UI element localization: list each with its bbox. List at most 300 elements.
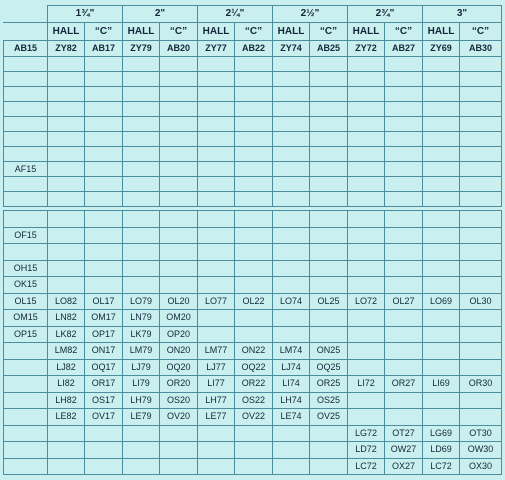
code-cell [48,72,85,87]
code-cell [385,117,423,132]
code-cell: LM79 [123,343,160,360]
code-cell: OR20 [160,376,198,393]
code-cell [460,227,502,244]
code-cell [310,310,348,327]
row-code-cell [4,392,48,409]
code-cell [123,72,160,87]
row-code-cell [4,458,48,475]
code-cell [423,392,460,409]
code-cell [198,244,235,261]
code-cell [423,277,460,294]
row-code-cell [4,425,48,442]
code-cell [273,147,310,162]
row-code-cell: OL15 [4,293,48,310]
code-cell [235,244,273,261]
code-cell [85,87,123,102]
code-cell [423,147,460,162]
code-cell [198,147,235,162]
code-header-cell: AB30 [460,41,502,57]
code-cell: OV22 [235,409,273,426]
code-cell [48,277,85,294]
code-cell [423,227,460,244]
row-code-cell [4,376,48,393]
code-cell [85,102,123,117]
code-header-cell: AB20 [160,41,198,57]
code-header-cell: ZY72 [348,41,385,57]
code-cell: LJ79 [123,359,160,376]
code-cell [310,132,348,147]
code-cell [123,162,160,177]
code-header-cell: AB22 [235,41,273,57]
corner-cell [4,6,48,23]
table-row [4,72,502,87]
code-cell [423,359,460,376]
code-cell [348,57,385,72]
table-row [4,147,502,162]
code-cell: OL20 [160,293,198,310]
code-cell [198,458,235,475]
code-cell [198,227,235,244]
code-cell [460,310,502,327]
table-row [4,409,502,426]
top-code-table [3,5,502,207]
size-header-cell: 2¾" [348,6,423,23]
code-cell [198,132,235,147]
code-cell [198,162,235,177]
table-row [4,132,502,147]
code-cell: LD72 [348,442,385,459]
row-code-cell: OF15 [4,227,48,244]
code-cell [273,72,310,87]
code-cell [385,392,423,409]
row-code-cell: OK15 [4,277,48,294]
code-cell [160,192,198,207]
code-cell [48,442,85,459]
code-cell: LO79 [123,293,160,310]
code-cell [348,392,385,409]
table-row [4,392,502,409]
code-cell [235,117,273,132]
code-cell [198,326,235,343]
code-cell [423,192,460,207]
code-cell [385,277,423,294]
code-cell: LH82 [48,392,85,409]
code-cell [48,57,85,72]
code-cell [85,277,123,294]
table-row [4,87,502,102]
type-header-cell: “C” [460,23,502,41]
code-cell [385,326,423,343]
code-cell [310,177,348,192]
code-cell [160,57,198,72]
code-cell: OS20 [160,392,198,409]
code-cell [273,326,310,343]
code-cell: OQ25 [310,359,348,376]
code-cell [235,211,273,228]
type-header-cell: HALL [48,23,85,41]
code-cell [460,117,502,132]
code-cell [160,87,198,102]
code-cell [85,227,123,244]
code-cell: LO82 [48,293,85,310]
code-cell: OQ17 [85,359,123,376]
code-cell [198,425,235,442]
code-header-cell: ZY79 [123,41,160,57]
code-cell [48,227,85,244]
code-cell [123,458,160,475]
bottom-code-table [3,210,502,475]
code-cell [310,458,348,475]
code-cell [85,192,123,207]
type-header-cell: “C” [160,23,198,41]
code-cell [423,343,460,360]
table-row [4,343,502,360]
code-cell: LM82 [48,343,85,360]
code-cell [123,57,160,72]
code-cell: OQ20 [160,359,198,376]
code-cell [198,192,235,207]
code-cell: LO72 [348,293,385,310]
code-cell [423,211,460,228]
code-cell: LC72 [423,458,460,475]
code-cell [460,244,502,261]
type-header-cell: HALL [423,23,460,41]
row-code-cell [4,117,48,132]
code-cell [310,162,348,177]
code-cell: LH74 [273,392,310,409]
code-cell [123,102,160,117]
code-cell [273,442,310,459]
code-cell [385,359,423,376]
code-cell [235,227,273,244]
code-cell [48,458,85,475]
code-cell [310,425,348,442]
code-cell [123,117,160,132]
code-cell [160,227,198,244]
code-cell [198,57,235,72]
code-cell [348,244,385,261]
code-cell [385,192,423,207]
code-cell: OP20 [160,326,198,343]
code-cell [235,310,273,327]
code-cell: OL17 [85,293,123,310]
code-cell: OL22 [235,293,273,310]
code-cell [273,117,310,132]
code-cell [423,102,460,117]
table-row [4,326,502,343]
table-row [4,192,502,207]
code-cell: OQ22 [235,359,273,376]
code-cell: LN79 [123,310,160,327]
code-cell [385,409,423,426]
table-row [4,442,502,459]
code-cell: OV25 [310,409,348,426]
code-cell [273,425,310,442]
type-header-cell: HALL [123,23,160,41]
code-cell [235,147,273,162]
code-cell [423,310,460,327]
code-cell [310,102,348,117]
code-cell [198,72,235,87]
code-header-cell: AB17 [85,41,123,57]
code-cell [460,260,502,277]
code-cell [85,147,123,162]
code-cell [310,147,348,162]
code-cell: OR25 [310,376,348,393]
type-header-cell: “C” [235,23,273,41]
code-cell [460,147,502,162]
code-cell [160,102,198,117]
code-cell [235,132,273,147]
code-cell [423,244,460,261]
code-cell [198,277,235,294]
code-cell [348,87,385,102]
code-cell: LI82 [48,376,85,393]
code-cell [235,102,273,117]
code-cell [273,277,310,294]
code-cell: ON25 [310,343,348,360]
code-cell [160,72,198,87]
code-cell [160,147,198,162]
code-cell [348,162,385,177]
code-cell [310,72,348,87]
code-cell [85,117,123,132]
code-cell: LK82 [48,326,85,343]
code-cell [385,244,423,261]
type-header-cell: “C” [310,23,348,41]
code-cell [123,177,160,192]
code-cell [310,192,348,207]
code-header-cell: AB27 [385,41,423,57]
code-cell: ON17 [85,343,123,360]
code-cell [85,162,123,177]
code-cell [85,132,123,147]
code-cell [423,177,460,192]
code-cell: LM74 [273,343,310,360]
code-cell: OM20 [160,310,198,327]
code-cell [123,227,160,244]
row-code-cell [4,102,48,117]
code-cell [348,260,385,277]
table-row [4,293,502,310]
code-cell: OL27 [385,293,423,310]
code-cell [160,117,198,132]
code-cell [273,102,310,117]
row-code-cell [4,57,48,72]
code-cell [48,102,85,117]
code-cell [460,326,502,343]
row-code-cell [4,442,48,459]
code-header-cell: ZY82 [48,41,85,57]
code-cell [235,260,273,277]
code-cell [423,57,460,72]
size-header-cell: 3" [423,6,502,23]
table-row [4,162,502,177]
code-cell [310,117,348,132]
size-header-cell: 2¼" [198,6,273,23]
code-cell [385,177,423,192]
code-cell [160,244,198,261]
code-cell: OT30 [460,425,502,442]
code-cell [348,177,385,192]
code-cell: ON22 [235,343,273,360]
code-cell [235,277,273,294]
row-code-cell [4,72,48,87]
code-cell [385,162,423,177]
code-cell [160,277,198,294]
code-cell [198,117,235,132]
table-row [4,227,502,244]
code-cell [85,211,123,228]
code-cell: OV20 [160,409,198,426]
row-code-cell [4,87,48,102]
code-cell [198,310,235,327]
code-cell [310,227,348,244]
code-cell [460,359,502,376]
table-row [4,376,502,393]
code-cell [48,211,85,228]
code-header-cell: ZY77 [198,41,235,57]
code-cell [460,409,502,426]
code-cell: LE79 [123,409,160,426]
code-cell: OS22 [235,392,273,409]
code-cell [198,177,235,192]
code-cell: LI77 [198,376,235,393]
code-cell [235,326,273,343]
code-cell [348,192,385,207]
code-cell [273,310,310,327]
code-cell [385,132,423,147]
size-header-cell: 1¾" [48,6,123,23]
code-cell: LE74 [273,409,310,426]
type-header-cell: “C” [385,23,423,41]
code-cell [48,177,85,192]
code-cell [460,87,502,102]
code-cell [310,211,348,228]
row-code-cell [4,132,48,147]
code-cell [160,211,198,228]
code-cell [460,211,502,228]
row-code-cell [4,343,48,360]
code-cell: LG72 [348,425,385,442]
code-cell [85,442,123,459]
code-cell [310,244,348,261]
table-row [4,117,502,132]
code-cell: LD69 [423,442,460,459]
code-cell: OS25 [310,392,348,409]
type-header-cell: HALL [273,23,310,41]
row-code-cell [4,244,48,261]
code-cell [235,87,273,102]
row-code-cell [4,211,48,228]
code-cell [385,343,423,360]
code-cell [273,260,310,277]
code-cell [235,192,273,207]
code-cell [198,260,235,277]
code-cell [348,326,385,343]
code-cell: OT27 [385,425,423,442]
code-cell: LI79 [123,376,160,393]
code-cell [198,87,235,102]
code-cell [385,147,423,162]
code-cell [423,260,460,277]
code-cell [273,458,310,475]
code-cell [235,425,273,442]
code-cell [348,102,385,117]
code-cell: ON20 [160,343,198,360]
code-cell [348,277,385,294]
code-cell [385,57,423,72]
table-row [4,425,502,442]
code-cell [123,211,160,228]
code-cell [123,147,160,162]
code-cell [348,72,385,87]
code-cell [460,277,502,294]
code-cell: OX30 [460,458,502,475]
code-cell [273,244,310,261]
code-cell [123,132,160,147]
code-cell [423,162,460,177]
code-cell: OM17 [85,310,123,327]
code-cell [48,117,85,132]
code-cell: LG69 [423,425,460,442]
code-cell [48,87,85,102]
table-row [4,260,502,277]
code-cell [460,177,502,192]
code-cell: LJ77 [198,359,235,376]
code-cell [85,57,123,72]
code-cell [385,102,423,117]
code-cell [235,442,273,459]
code-cell [385,87,423,102]
code-cell [385,260,423,277]
code-cell [273,211,310,228]
code-cell: LK79 [123,326,160,343]
code-cell: OL25 [310,293,348,310]
row-code-cell: OM15 [4,310,48,327]
table-row [4,277,502,294]
code-cell [385,227,423,244]
code-cell: OR17 [85,376,123,393]
code-header-cell: AB25 [310,41,348,57]
row-code-cell [4,409,48,426]
code-cell [160,260,198,277]
row-code-cell [4,359,48,376]
code-cell [310,277,348,294]
code-cell [48,162,85,177]
code-cell [235,177,273,192]
code-cell [85,177,123,192]
table-row [4,244,502,261]
code-cell [85,458,123,475]
code-cell [460,343,502,360]
code-cell: LI69 [423,376,460,393]
code-header-cell: ZY69 [423,41,460,57]
code-cell [235,458,273,475]
code-header-cell: ZY74 [273,41,310,57]
row-code-cell: OH15 [4,260,48,277]
code-header-cell: AB15 [4,41,48,57]
code-cell [160,425,198,442]
row-code-cell [4,147,48,162]
size-header-cell: 2½" [273,6,348,23]
code-cell [348,132,385,147]
code-cell: LJ82 [48,359,85,376]
code-cell: OV17 [85,409,123,426]
code-cell [48,425,85,442]
code-cell [460,392,502,409]
code-cell: OS17 [85,392,123,409]
